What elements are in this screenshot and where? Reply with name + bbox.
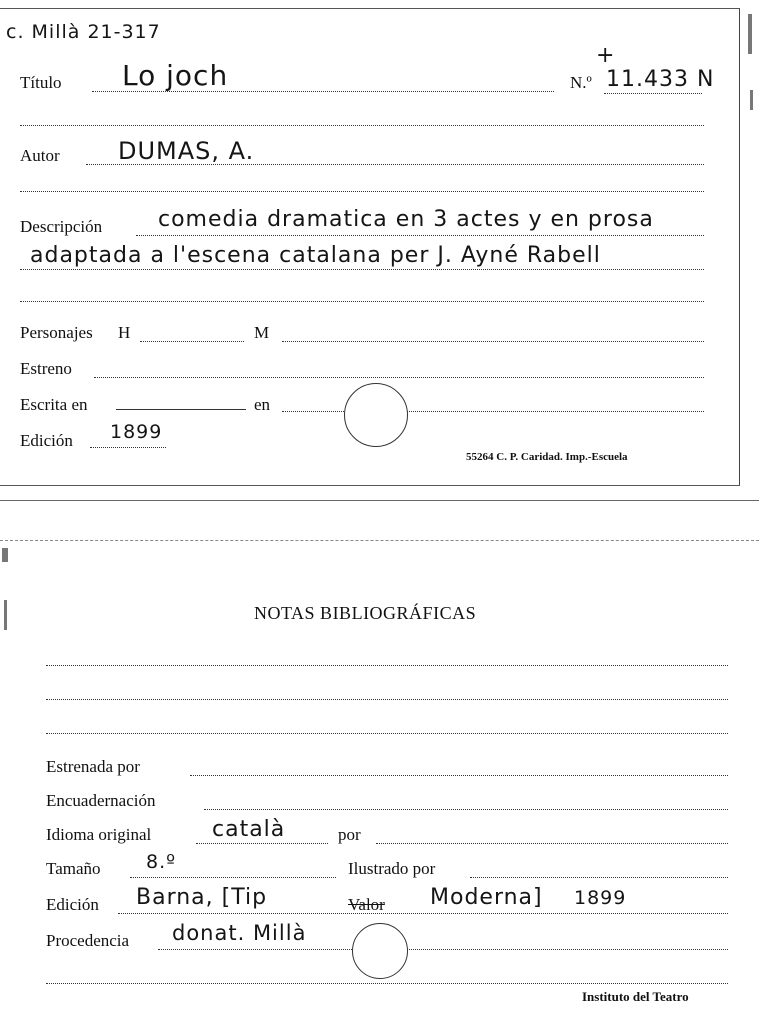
edicion-back-year: 1899 bbox=[574, 887, 627, 909]
descripcion-label: Descripción bbox=[20, 217, 103, 236]
notas-title: NOTAS BIBLIOGRÁFICAS bbox=[254, 603, 477, 623]
scan-speck bbox=[4, 600, 7, 630]
descripcion-value-2: adaptada a l'escena catalana per J. Ayné Rabell bbox=[30, 243, 601, 268]
autor-extra-line bbox=[20, 191, 704, 192]
notas-line-2 bbox=[46, 699, 728, 700]
personajes-h-label: H bbox=[118, 323, 131, 342]
estrenada-por-line bbox=[190, 775, 728, 776]
idioma-por-line bbox=[376, 843, 728, 844]
catalog-card-front bbox=[0, 8, 740, 486]
personajes-label: Personajes bbox=[20, 323, 93, 342]
ilustrado-por-line bbox=[470, 877, 728, 878]
punch-hole-back bbox=[352, 923, 408, 979]
edicion-label: Edición bbox=[20, 431, 73, 450]
encuadernacion-label: Encuadernación bbox=[46, 791, 156, 810]
printer-imprint: 55264 C. P. Caridad. Imp.-Escuela bbox=[466, 451, 628, 463]
personajes-h-line bbox=[140, 341, 244, 342]
autor-value: DUMAS, A. bbox=[118, 137, 255, 165]
edicion-line bbox=[90, 447, 166, 448]
scan-speck bbox=[748, 14, 752, 54]
descripcion-line-3 bbox=[20, 301, 704, 302]
institution-footer: Instituto del Teatro bbox=[582, 989, 689, 1004]
descripcion-line-1 bbox=[136, 235, 704, 236]
personajes-m-line bbox=[282, 341, 704, 342]
edicion-back-value-2: Moderna] bbox=[430, 885, 543, 910]
tamano-value: 8.º bbox=[146, 851, 177, 873]
autor-label: Autor bbox=[20, 146, 60, 165]
procedencia-label: Procedencia bbox=[46, 931, 130, 950]
numero-line bbox=[604, 93, 702, 94]
estrenada-por-label: Estrenada por bbox=[46, 757, 140, 776]
idioma-original-value: català bbox=[212, 817, 286, 842]
notas-line-last bbox=[46, 983, 728, 984]
procedencia-value: donat. Millà bbox=[172, 921, 307, 945]
descripcion-value-1: comedia dramatica en 3 actes y en prosa bbox=[158, 207, 654, 232]
estreno-line bbox=[94, 377, 704, 378]
descripcion-line-2 bbox=[20, 269, 704, 270]
ilustrado-por-label: Ilustrado por bbox=[348, 859, 436, 878]
encuadernacion-line bbox=[204, 809, 728, 810]
numero-value: 11.433 N bbox=[606, 67, 715, 92]
idioma-original-line bbox=[196, 843, 328, 844]
escrita-en-line bbox=[116, 409, 246, 410]
titulo-extra-line bbox=[20, 125, 704, 126]
procedencia-line bbox=[158, 949, 728, 950]
reference-note: c. Millà 21-317 bbox=[6, 21, 161, 43]
catalog-card-back bbox=[0, 540, 759, 1029]
notas-line-1 bbox=[46, 665, 728, 666]
titulo-value: Lo joch bbox=[122, 59, 229, 92]
punch-hole bbox=[344, 383, 408, 447]
escrita-en-en-label: en bbox=[254, 395, 271, 414]
estreno-label: Estreno bbox=[20, 359, 72, 378]
edicion-value: 1899 bbox=[110, 421, 163, 443]
card-separator bbox=[0, 500, 759, 501]
notas-line-3 bbox=[46, 733, 728, 734]
edicion-back-line bbox=[118, 913, 728, 914]
scan-speck bbox=[750, 90, 753, 110]
escrita-en-label: Escrita en bbox=[20, 395, 88, 414]
edicion-back-label: Edición bbox=[46, 895, 99, 914]
edicion-back-value-1: Barna, [Tip bbox=[136, 885, 268, 910]
personajes-m-label: M bbox=[254, 323, 270, 342]
tamano-label: Tamaño bbox=[46, 859, 101, 878]
idioma-original-label: Idioma original bbox=[46, 825, 152, 844]
numero-mark: + bbox=[596, 43, 616, 68]
tamano-line bbox=[130, 877, 336, 878]
scan-speck bbox=[2, 548, 8, 562]
titulo-label: Título bbox=[20, 73, 62, 92]
idioma-por-label: por bbox=[338, 825, 361, 844]
edicion-back-struck: Valor bbox=[348, 895, 385, 914]
numero-label: N.º bbox=[570, 73, 592, 92]
